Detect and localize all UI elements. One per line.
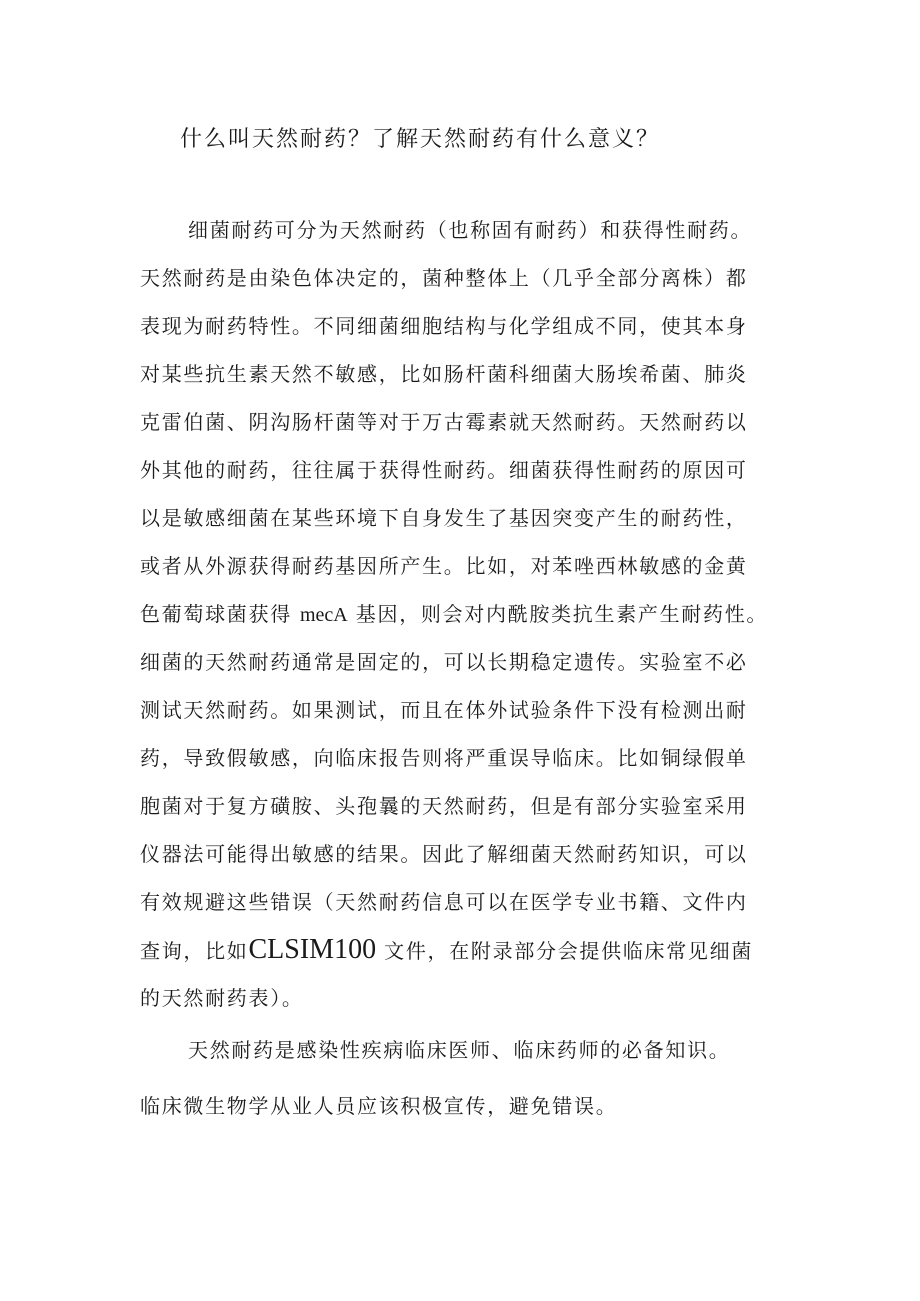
paragraph-line: 天然耐药是感染性疾病临床医师、临床药师的必备知识。 [188,1038,731,1062]
document-reference: CLSIM100 [248,934,377,965]
line-text: 查询，比如 [140,939,249,963]
paragraph-line [140,600,768,629]
paragraph-line: 测试天然耐药。如果测试，而且在体外试验条件下没有检测出耐 [140,698,748,722]
document-title: 什么叫天然耐药？了解天然耐药有什么意义？ [180,127,661,152]
paragraph-line: 胞菌对于复方磺胺、头孢曩的天然耐药，但是有部分实验室采用 [140,794,748,818]
paragraph-line: 药，导致假敏感，向临床报告则将严重误导临床。比如铜绿假单 [140,746,748,770]
paragraph-line: 以是敏感细菌在某些环境下自身发生了基因突变产生的耐药性， [140,506,748,530]
line-text: 文件，在附录部分会提供临床常见细菌 [376,939,754,963]
paragraph-line: 或者从外源获得耐药基因所产生。比如，对苯唑西林敏感的金黄 [140,554,748,578]
line-text: 色葡萄球菌获得 [140,602,300,626]
paragraph-line: 表现为耐药特性。不同细菌细胞结构与化学组成不同，使其本身 [140,314,748,338]
paragraph-line: 有效规避这些错误（天然耐药信息可以在医学专业书籍、文件内 [140,890,748,914]
paragraph-line: 细菌的天然耐药通常是固定的，可以长期稳定遗传。实验室不必 [140,650,748,674]
paragraph-line: 克雷伯菌、阴沟肠杆菌等对于万古霉素就天然耐药。天然耐药以 [140,410,748,434]
paragraph-line: 细菌耐药可分为天然耐药（也称固有耐药）和获得性耐药。 [188,218,753,242]
paragraph-line: 外其他的耐药，往往属于获得性耐药。细菌获得性耐药的原因可 [140,458,748,482]
line-text: 基因，则会对内酰胺类抗生素产生耐药性。 [347,602,769,626]
gene-name: mecA [299,604,348,626]
paragraph-line [140,936,753,965]
paragraph-line: 天然耐药是由染色体决定的，菌种整体上（几乎全部分离株）都 [140,266,748,290]
paragraph-line: 仪器法可能得出敏感的结果。因此了解细菌天然耐药知识，可以 [140,842,748,866]
paragraph-line: 对某些抗生素天然不敏感，比如肠杆菌科细菌大肠埃希菌、肺炎 [140,362,748,386]
paragraph-line: 临床微生物学从业人员应该积极宣传，避免错误。 [140,1094,618,1118]
paragraph-line: 的天然耐药表）。 [140,986,304,1010]
